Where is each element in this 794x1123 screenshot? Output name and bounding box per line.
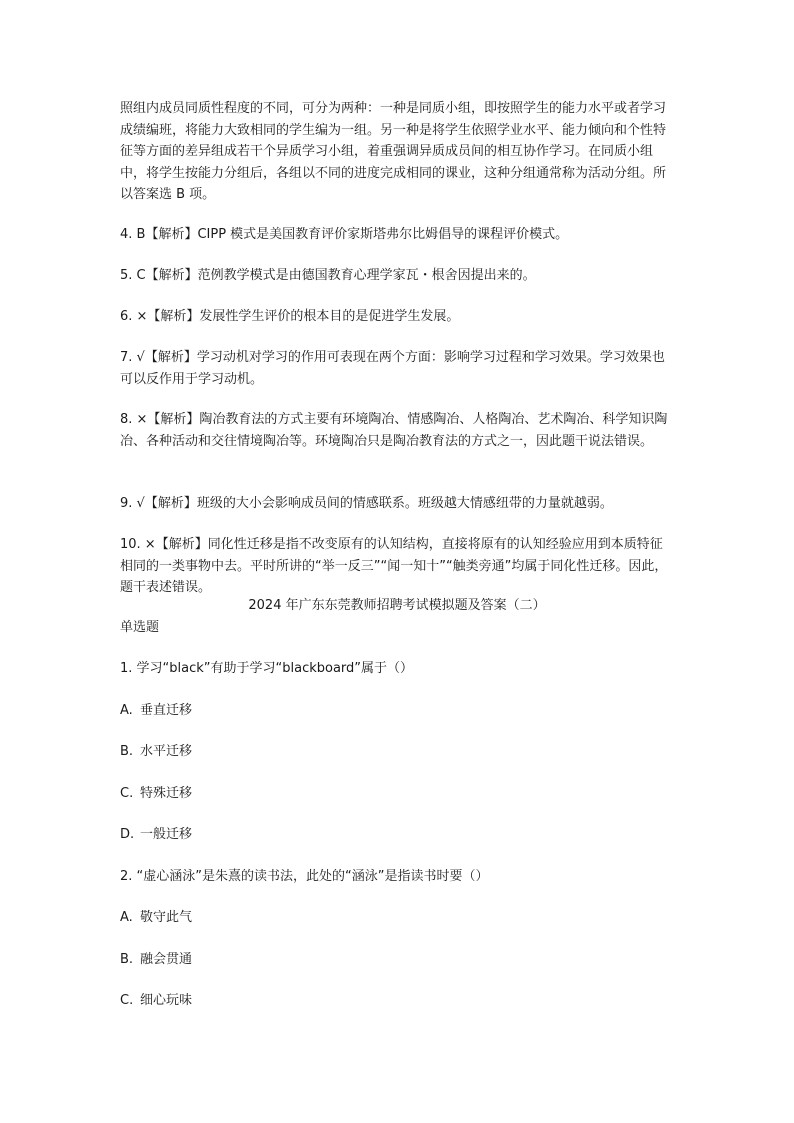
option-letter: C. <box>120 786 134 801</box>
answer-4: 4. B【解析】CIPP 模式是美国教育评价家斯塔弗尔比姆倡导的课程评价模式。 <box>120 227 569 242</box>
answer-9: 9. √【解析】班级的大小会影响成员间的情感联系。班级越大情感纽带的力量就越弱。 <box>120 496 613 511</box>
option-letter: A. <box>120 703 133 718</box>
question-1-option-a <box>120 700 192 721</box>
option-text: 垂直迁移 <box>140 703 193 718</box>
section-type-label: 单选题 <box>120 620 160 635</box>
intro-paragraph: 照组内成员同质性程度的不同，可分为两种：一种是同质小组，即按照学生的能力水平或者学习成绩编班，将能力大致相同的学生编为一组。另一种是将学生依照学业水平、能力倾向和个性特征等方面的差异组成若干个异质学习小组，着重强调异质成员间的相互协作学习。在同质小组中，将学生按能力分组后，各组以不同的进度完成相同的课业，这种分组通常称为活动分组。所以答案选 B 项。 <box>120 101 667 202</box>
answer-6: 6. ×【解析】发展性学生评价的根本目的是促进学生发展。 <box>120 309 460 324</box>
question-2-stem: 2. “虚心涵泳”是朱熹的读书法，此处的“涵泳”是指读书时要（） <box>120 869 489 884</box>
question-1-option-b <box>120 741 192 762</box>
option-text: 特殊迁移 <box>140 786 193 801</box>
option-text: 融会贯通 <box>140 952 193 967</box>
section-title: 2024 年广东东莞教师招聘考试模拟题及答案（二） <box>248 598 546 613</box>
answer-7: 7. √【解析】学习动机对学习的作用可表现在两个方面：影响学习过程和学习效果。学习效果也可以反作用于学习动机。 <box>120 350 665 387</box>
option-text: 细心玩味 <box>140 993 193 1008</box>
option-letter: C. <box>120 993 134 1008</box>
option-text: 一般迁移 <box>140 827 193 842</box>
option-letter: B. <box>120 952 134 967</box>
question-2-option-c <box>120 990 192 1011</box>
question-1-option-c <box>120 783 192 804</box>
option-letter: D. <box>120 827 135 842</box>
answer-10: 10. ×【解析】同化性迁移是指不改变原有的认知结构，直接将原有的认知经验应用到本质特征相同的一类事物中去。平时所讲的“举一反三”“闻一知十”“触类旁通”均属于同化性迁移。因此，题干表述错误。 <box>120 537 668 595</box>
option-letter: A. <box>120 910 133 925</box>
question-2-option-a <box>120 907 192 928</box>
option-text: 水平迁移 <box>140 744 193 759</box>
option-letter: B. <box>120 744 134 759</box>
option-text: 敬守此气 <box>140 910 193 925</box>
question-1-option-d <box>120 824 192 845</box>
question-1-stem: 1. 学习“black”有助于学习“blackboard”属于（） <box>120 661 414 676</box>
answer-8: 8. ×【解析】陶冶教育法的方式主要有环境陶冶、情感陶冶、人格陶冶、艺术陶冶、科学知识陶冶、各种活动和交往情境陶冶等。环境陶冶只是陶冶教育法的方式之一，因此题干说法错误。 <box>120 412 668 449</box>
question-2-option-b <box>120 949 192 970</box>
answer-5: 5. C【解析】范例教学模式是由德国教育心理学家瓦・根舍因提出来的。 <box>120 268 536 283</box>
